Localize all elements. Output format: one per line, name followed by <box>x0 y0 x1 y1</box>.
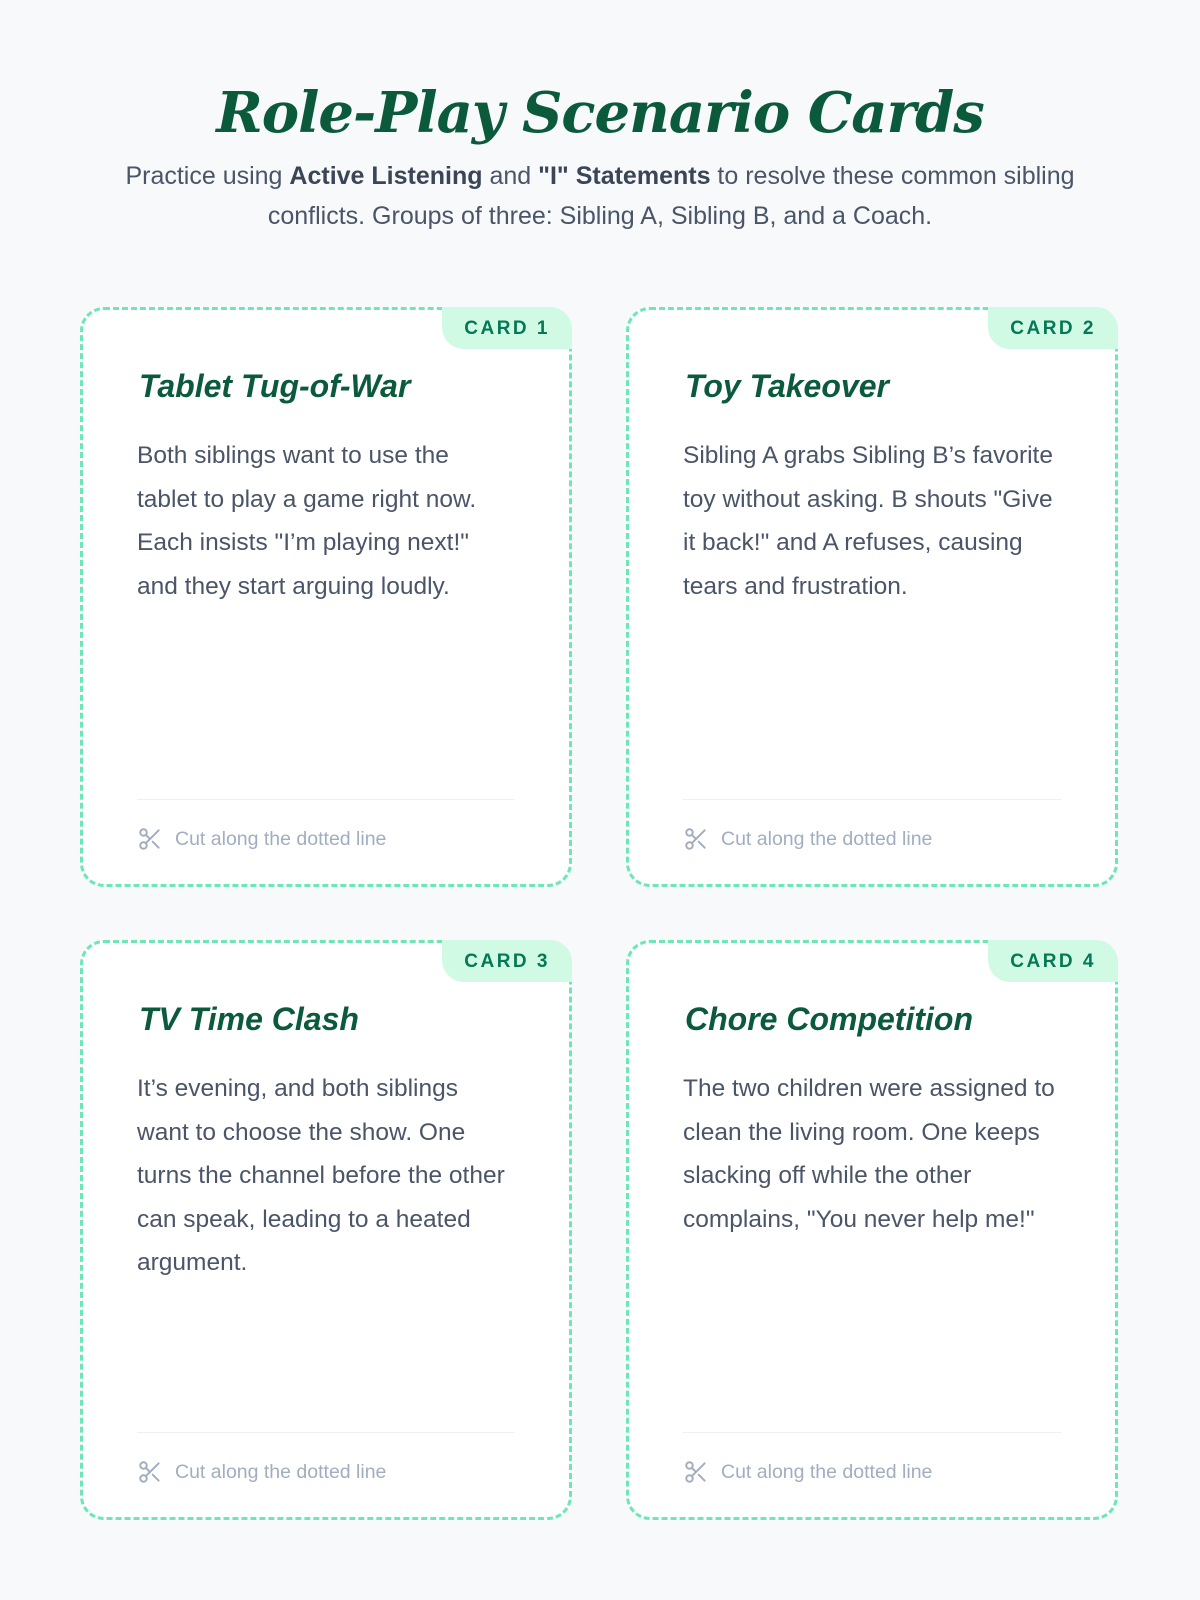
subtitle-text: to resolve these common sibling conflicts. Groups of three: Sibling A, Sibling B, and a Coach. <box>267 162 1075 230</box>
card-badge: CARD 4 <box>988 940 1118 982</box>
subtitle-text: Practice using <box>125 162 290 190</box>
card-badge: CARD 2 <box>988 307 1118 349</box>
card-badge: CARD 1 <box>442 307 572 349</box>
subtitle-emphasis-active-listening: Active Listening <box>289 162 483 190</box>
scenario-card <box>80 940 572 1520</box>
scissors-icon <box>683 1459 709 1485</box>
card-title: Toy Takeover <box>685 368 889 404</box>
card-description: Sibling A grabs Sibling B’s favorite toy without asking. B shouts "Give it back!" and A refuses, causing tears and frustration. <box>683 442 1053 600</box>
subtitle-emphasis-i-statements: "I" Statements <box>538 162 711 190</box>
scenario-card <box>80 307 572 887</box>
cut-instruction: Cut along the dotted line <box>175 1460 387 1483</box>
cut-instruction: Cut along the dotted line <box>721 1460 933 1483</box>
scissors-icon <box>137 1459 163 1485</box>
cut-instruction: Cut along the dotted line <box>175 827 387 850</box>
card-description: It’s evening, and both siblings want to choose the show. One turns the channel before the other can speak, leading to a heated argument. <box>137 1075 505 1276</box>
card-title: Chore Competition <box>685 1001 973 1037</box>
card-footer <box>137 799 515 852</box>
card-footer <box>683 1432 1061 1485</box>
card-title: TV Time Clash <box>139 1001 359 1037</box>
cut-instruction: Cut along the dotted line <box>721 827 933 850</box>
scenario-card <box>626 940 1118 1520</box>
card-footer <box>137 1432 515 1485</box>
scissors-icon <box>137 826 163 852</box>
header <box>0 78 1200 236</box>
card-badge: CARD 3 <box>442 940 572 982</box>
card-footer <box>683 799 1061 852</box>
card-description: The two children were assigned to clean the living room. One keeps slacking off while the other complains, "You never help me!" <box>683 1075 1055 1233</box>
scissors-icon <box>683 826 709 852</box>
cards-grid <box>80 307 1120 1520</box>
card-title: Tablet Tug-of-War <box>139 368 411 404</box>
subtitle-text: and <box>482 162 539 190</box>
scenario-card <box>626 307 1118 887</box>
page-subtitle <box>90 156 1110 236</box>
card-description: Both siblings want to use the tablet to play a game right now. Each insists "I’m playing next!" and they start arguing loudly. <box>137 442 477 600</box>
page-title: Role-Play Scenario Cards <box>216 80 984 146</box>
